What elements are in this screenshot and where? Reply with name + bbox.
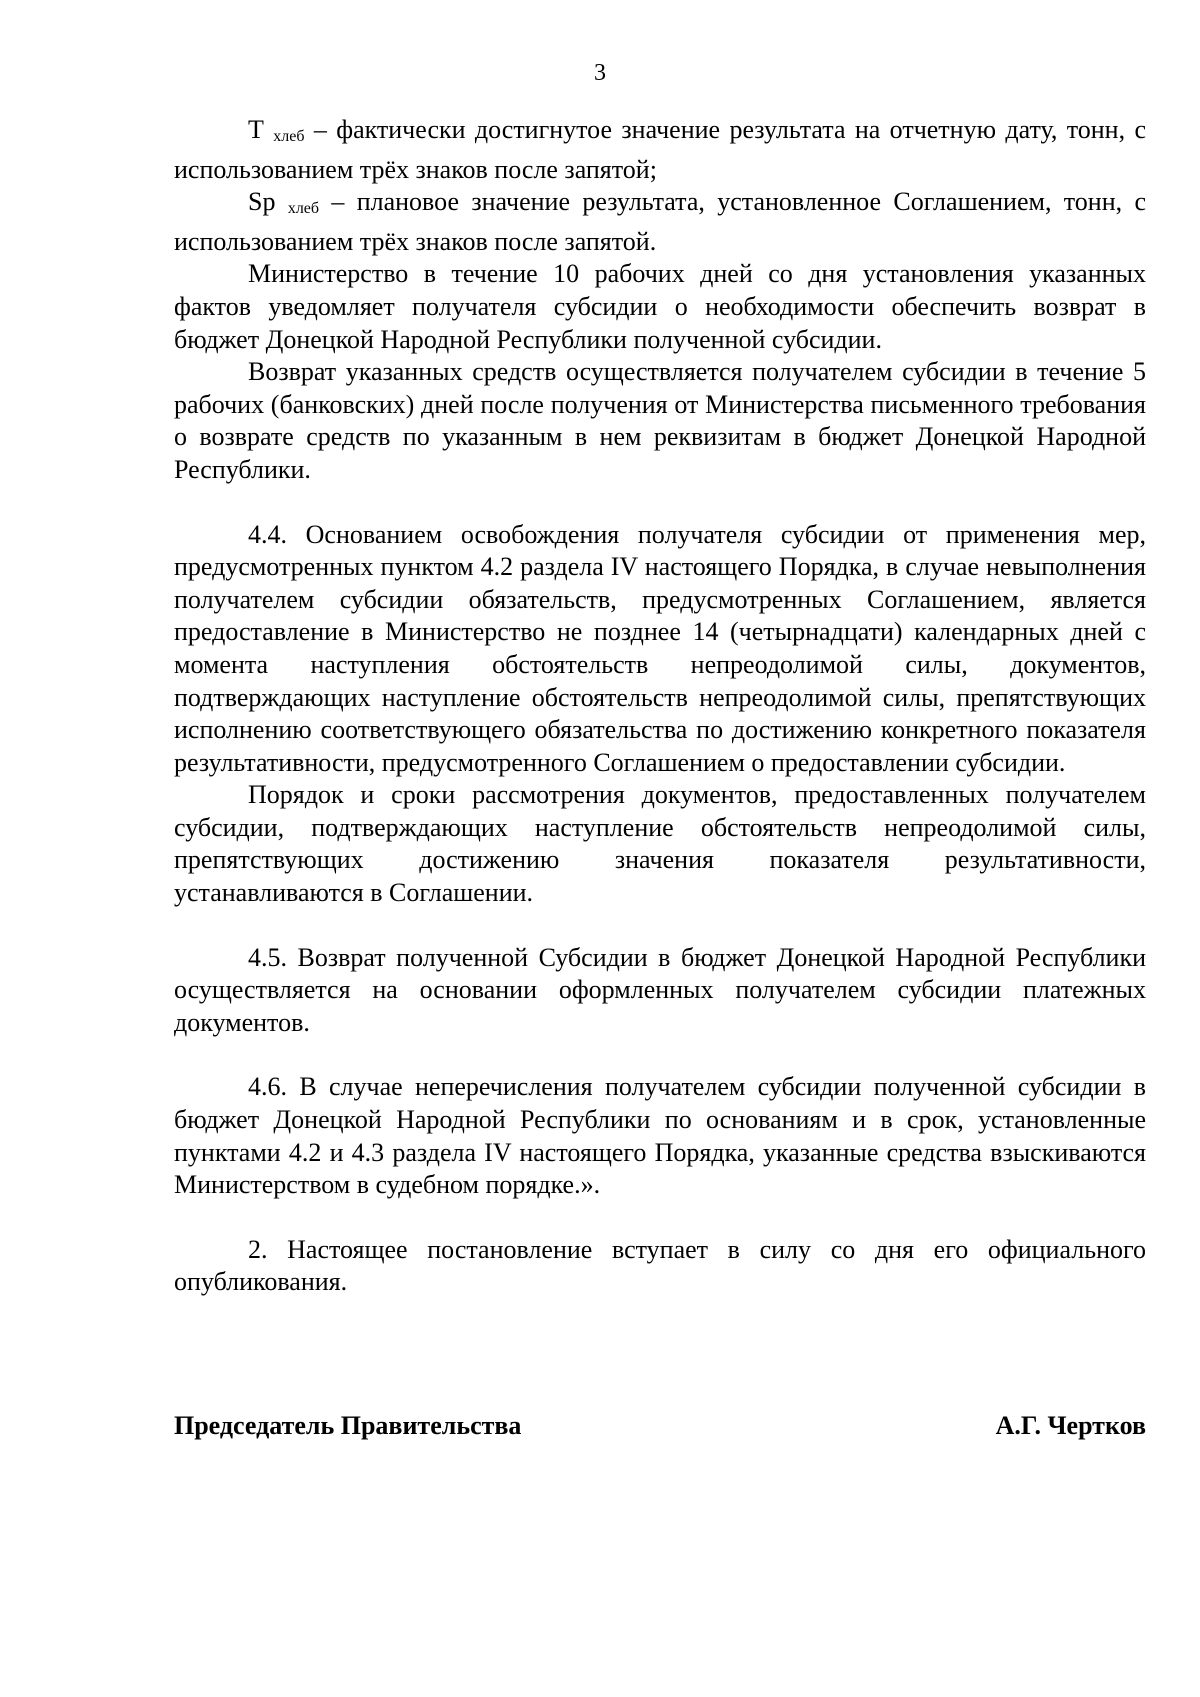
formula-subscript: хлеб bbox=[287, 200, 320, 218]
signatory-position: Председатель Правительства bbox=[174, 1411, 522, 1440]
formula-subscript: хлеб bbox=[273, 128, 305, 145]
paragraph-procedure: Порядок и сроки рассмотрения документов, предоставленных получателем субсидии, подтверждающих наступление обстоятельств непреодолимой силы, препятствующих достижению значения показателя результативности, устанавливаются в Соглашении. bbox=[174, 780, 1146, 908]
paragraph-4-5: 4.5. Возврат полученной Субсидии в бюджет Донецкой Народной Республики осуществляется на основании оформленных получателем субсидии платежных документов. bbox=[174, 942, 1146, 1037]
paragraph-sp-bread bbox=[174, 186, 1146, 258]
paragraph-4-4: 4.4. Основанием освобождения получателя субсидии от применения мер, предусмотренных пунктом 4.2 раздела IV настоящего Порядка, в случае невыполнения получателем субсидии обязательств, предусмотренных Соглашением, является предоставление в Министерство не позднее 14 (четырнадцати) календарных дней с момента наступления обстоятельств непреодолимой силы, документов, подтверждающих наступление обстоятельств непреодолимой силы, препятствующих исполнению соответствующего обязательства по достижению конкретного показателя результативности, предусмотренного Соглашением о предоставлении субсидии. bbox=[174, 519, 1146, 777]
page-number: 3 bbox=[594, 60, 606, 86]
paragraph-refund: Возврат указанных средств осуществляется получателем субсидии в течение 5 рабочих (банковских) дней после получения от Министерства письменного требования о возврате средств по указанным в нем реквизитам в бюджет Донецкой Народной Республики. bbox=[174, 357, 1146, 484]
paragraph-text: – плановое значение результата, установленное Соглашением, тонн, с использованием трёх знаков после запятой. bbox=[174, 187, 1147, 256]
paragraph-2-effective: 2. Настоящее постановление вступает в силу со дня его официального опубликования. bbox=[174, 1234, 1146, 1297]
paragraph-4-6: 4.6. В случае неперечисления получателем субсидии полученной субсидии в бюджет Донецкой Народной Республики по основаниям и в срок, установленные пунктами 4.2 и 4.3 раздела IV настоящего Порядка, указанные средства взыскиваются Министерством в судебном порядке.». bbox=[174, 1072, 1146, 1200]
paragraph-t-bread bbox=[174, 114, 1146, 186]
document-body bbox=[174, 114, 1146, 1299]
formula-symbol: Sp bbox=[248, 187, 276, 217]
paragraph-text: – фактически достигнутое значение результата на отчетную дату, тонн, с использованием трёх знаков после запятой; bbox=[174, 115, 1147, 184]
formula-symbol: Т bbox=[248, 115, 264, 144]
paragraph-ministry-notice: Министерство в течение 10 рабочих дней со дня установления указанных фактов уведомляет получателя субсидии о необходимости обеспечить возврат в бюджет Донецкой Народной Республики полученной субсидии. bbox=[174, 259, 1146, 354]
signatory-name: А.Г. Чертков bbox=[995, 1411, 1146, 1440]
